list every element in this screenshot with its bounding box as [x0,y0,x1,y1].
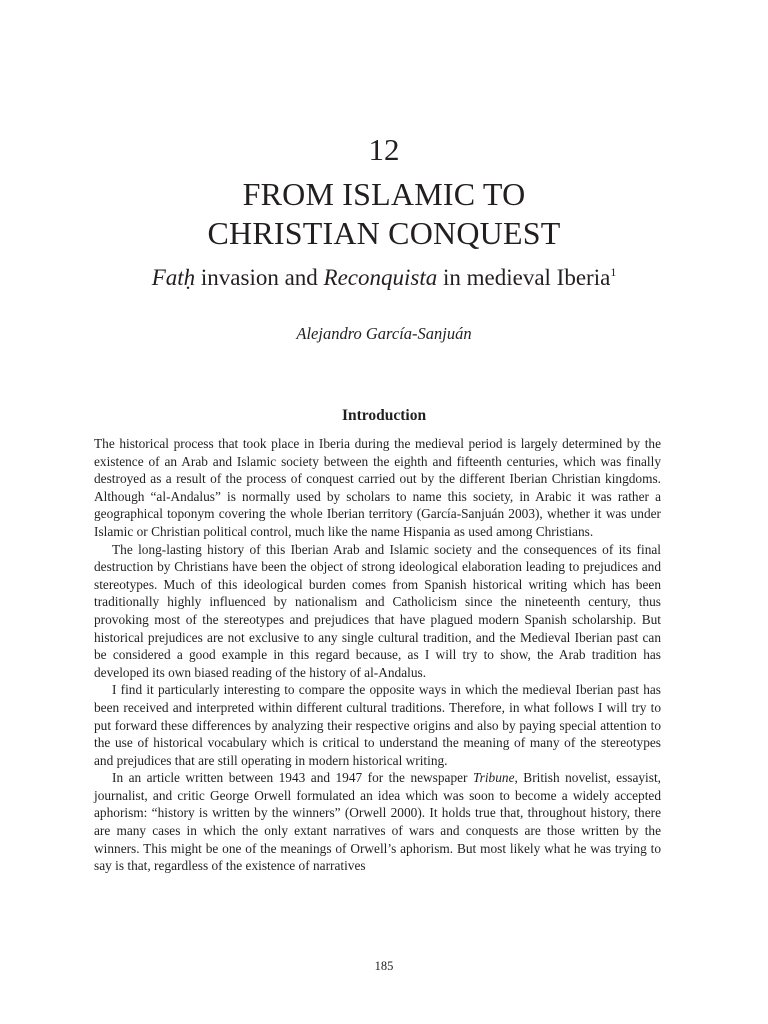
chapter-number: 12 [368,132,400,167]
paragraph-4-text-after: , British novelist, essayist, journalist, and critic George Orwell formulated an idea which was soon to become a widely accepted aphorism: “history is written by the winners” (Orwell 2000). It holds true that, throughout history, there are many cases in which the only extant narratives of wars and conquests are those written by the winners. This might be one of the meanings of Orwell’s aphorism. But most likely what he was trying to say is that, regardless of the existence of narratives [94,770,661,874]
subtitle-italic-fath: Fatḥ [151,265,196,290]
chapter-title-line-1: FROM ISLAMIC TO [242,176,526,212]
subtitle-italic-reconquista: Reconquista [323,265,438,290]
chapter-title [0,175,768,253]
paragraph-4 [94,769,661,875]
body-text [94,435,661,875]
paragraph-4-text-before: In an article written between 1943 and 1947 for the newspaper [112,770,473,786]
paragraph-1: The historical process that took place in Iberia during the medieval period is largely determined by the existence of an Arab and Islamic society between the eighth and fifteenth centuries, which was finally destroyed as a result of the process of conquest carried out by the different Iberian Christian kingdoms. Although “al-Andalus” is normally used by scholars to name this society, in Arabic it was rather a geographical toponym covering the whole Iberian territory (García-Sanjuán 2003), whether it was under Islamic or Christian political control, much like the name Hispania as used among Christians. [94,436,661,539]
chapter-subtitle [0,262,768,294]
newspaper-title: Tribune [472,770,515,786]
author-name: Alejandro García-Sanjuán [296,324,472,343]
section-heading: Introduction [341,407,427,424]
subtitle-text-1: invasion and [195,265,324,290]
footnote-marker[interactable]: 1 [610,265,617,279]
paragraph-3: I find it particularly interesting to compare the opposite ways in which the medieval Iberian past has been received and interpreted within different cultural traditions. Therefore, in what follows I will try to put forward these differences by analyzing their respective origins and also by paying special attention to the use of historical vocabulary which is critical to understand the meaning of many of the stereotypes and prejudices that are still operating in modern historical writing. [94,682,661,768]
subtitle-text-2: in medieval Iberia [437,265,611,290]
page-number: 185 [374,959,394,973]
paragraph-2: The long-lasting history of this Iberian Arab and Islamic society and the consequences of its final destruction by Christians have been the object of strong ideological elaboration leading to prejudices and stereotypes. Much of this ideological burden comes from Spanish historical writing which has been traditionally highly influenced by nationalism and Catholicism since the nineteenth century, thus provoking most of the stereotypes and prejudices that have plagued modern Spanish scholarship. But historical prejudices are not exclusive to any single cultural tradition, and the Medieval Iberian past can be considered a good example in this regard because, as I will try to show, the Arab tradition has developed its own biased reading of the history of al-Andalus. [94,541,661,680]
chapter-title-line-2: CHRISTIAN CONQUEST [207,215,561,251]
